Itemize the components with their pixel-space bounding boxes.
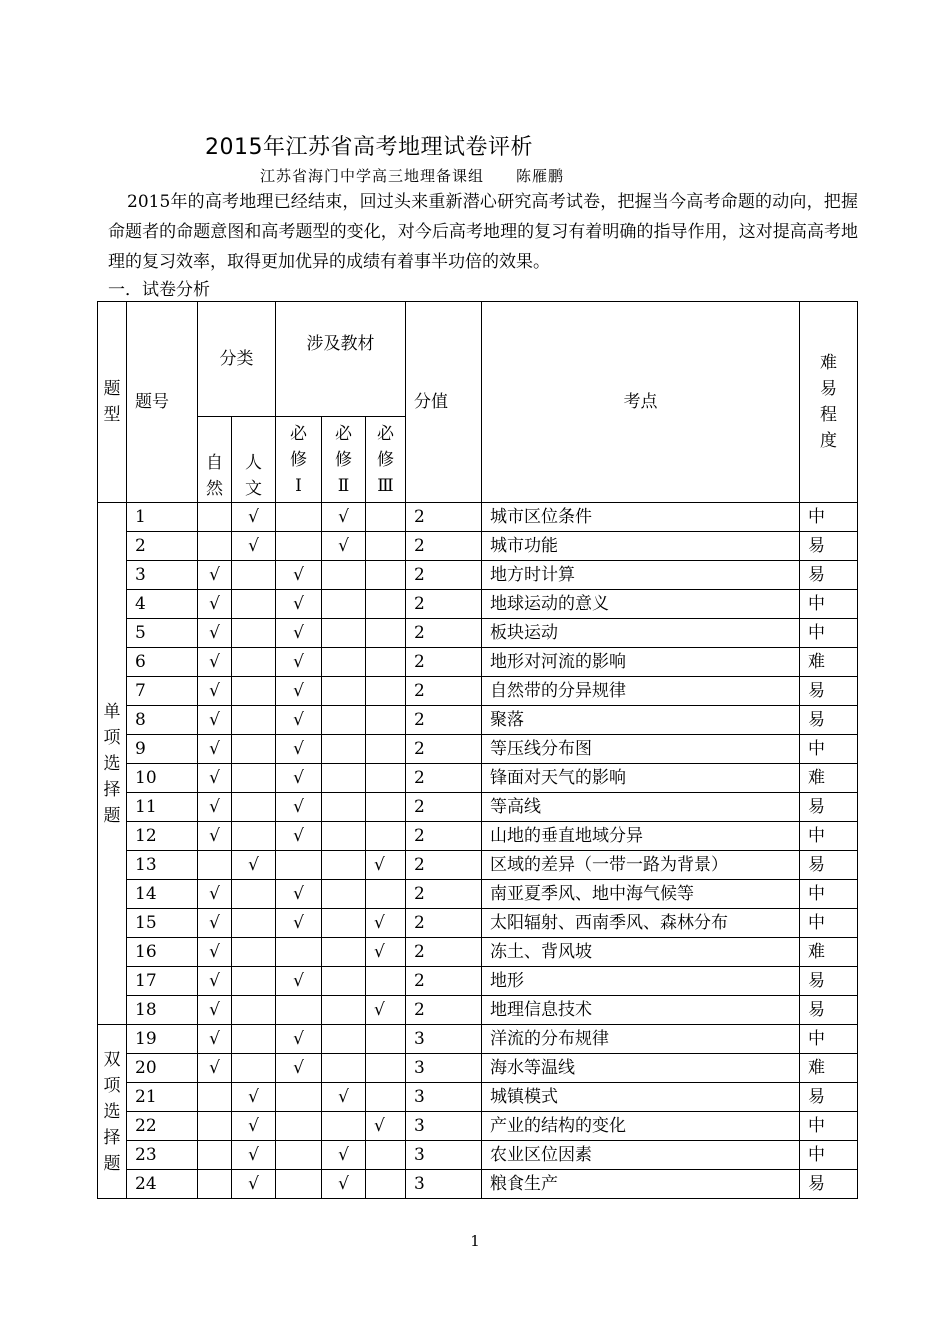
- cell-difficulty: 中: [800, 503, 858, 532]
- cell-topic: 粮食生产: [482, 1170, 800, 1199]
- cell-human: [232, 822, 276, 851]
- cell-book-2: [322, 735, 366, 764]
- header-type: [98, 302, 127, 503]
- header-book-2-label: 必 修 Ⅱ: [335, 423, 352, 496]
- cell-book-2: [322, 619, 366, 648]
- cell-book-1: √: [276, 648, 322, 677]
- cell-topic: 锋面对天气的影响: [482, 764, 800, 793]
- cell-score: 2: [406, 880, 482, 909]
- cell-difficulty: 易: [800, 677, 858, 706]
- table-row: [98, 793, 858, 822]
- cell-book-2: [322, 909, 366, 938]
- table-row: [98, 590, 858, 619]
- cell-human: [232, 648, 276, 677]
- table-row: [98, 822, 858, 851]
- cell-book-2: [322, 561, 366, 590]
- group-double-choice: [98, 1025, 127, 1199]
- cell-natural: [198, 532, 232, 561]
- cell-number: 19: [127, 1025, 198, 1054]
- cell-book-3: [366, 793, 406, 822]
- cell-difficulty: 易: [800, 532, 858, 561]
- cell-human: [232, 1054, 276, 1083]
- cell-number: 9: [127, 735, 198, 764]
- cell-number: 24: [127, 1170, 198, 1199]
- cell-natural: √: [198, 822, 232, 851]
- cell-book-1: √: [276, 561, 322, 590]
- group-label: 单 项 选 择 题: [103, 701, 121, 826]
- cell-book-1: √: [276, 735, 322, 764]
- document-subtitle: 江苏省海门中学高三地理备课组 陈雁鹏: [260, 167, 565, 185]
- cell-book-1: [276, 1083, 322, 1112]
- cell-book-3: √: [366, 851, 406, 880]
- header-difficulty: [800, 302, 858, 503]
- cell-book-1: [276, 1170, 322, 1199]
- cell-human: [232, 590, 276, 619]
- intro-paragraph: 2015年的高考地理已经结束，回过头来重新潜心研究高考试卷，把握当今高考命题的动向，把握命题者的命题意图和高考题型的变化，对今后高考地理的复习有着明确的指导作用，这对提高高考地理的复习效率，取得更加优异的成绩有着事半功倍的效果。: [108, 192, 858, 272]
- cell-score: 2: [406, 967, 482, 996]
- header-human: [232, 417, 276, 503]
- cell-book-1: [276, 1141, 322, 1170]
- cell-difficulty: 易: [800, 1170, 858, 1199]
- cell-book-3: [366, 1141, 406, 1170]
- cell-book-2: [322, 880, 366, 909]
- cell-topic: 洋流的分布规律: [482, 1025, 800, 1054]
- cell-natural: √: [198, 938, 232, 967]
- cell-number: 5: [127, 619, 198, 648]
- cell-natural: √: [198, 1025, 232, 1054]
- cell-score: 2: [406, 793, 482, 822]
- cell-natural: √: [198, 996, 232, 1025]
- cell-book-1: √: [276, 619, 322, 648]
- cell-score: 3: [406, 1170, 482, 1199]
- cell-score: 2: [406, 706, 482, 735]
- cell-book-3: √: [366, 996, 406, 1025]
- header-book-1: [276, 417, 322, 503]
- cell-book-2: [322, 1025, 366, 1054]
- cell-topic: 区域的差异（一带一路为背景）: [482, 851, 800, 880]
- cell-human: [232, 764, 276, 793]
- cell-natural: √: [198, 561, 232, 590]
- cell-difficulty: 中: [800, 1141, 858, 1170]
- cell-number: 10: [127, 764, 198, 793]
- page-number: 1: [470, 1232, 480, 1250]
- cell-natural: √: [198, 909, 232, 938]
- cell-topic: 山地的垂直地域分异: [482, 822, 800, 851]
- cell-natural: √: [198, 880, 232, 909]
- cell-book-2: [322, 764, 366, 793]
- cell-number: 6: [127, 648, 198, 677]
- cell-score: 3: [406, 1025, 482, 1054]
- cell-book-1: √: [276, 1054, 322, 1083]
- cell-score: 2: [406, 648, 482, 677]
- cell-score: 2: [406, 764, 482, 793]
- cell-number: 14: [127, 880, 198, 909]
- cell-book-3: [366, 532, 406, 561]
- cell-natural: √: [198, 967, 232, 996]
- header-natural: [198, 417, 232, 503]
- cell-book-2: [322, 706, 366, 735]
- cell-score: 2: [406, 822, 482, 851]
- cell-book-1: [276, 938, 322, 967]
- cell-difficulty: 中: [800, 1112, 858, 1141]
- cell-book-1: √: [276, 764, 322, 793]
- cell-difficulty: 中: [800, 880, 858, 909]
- cell-book-2: √: [322, 1170, 366, 1199]
- cell-book-2: √: [322, 1141, 366, 1170]
- cell-human: √: [232, 1141, 276, 1170]
- cell-book-1: √: [276, 880, 322, 909]
- cell-book-2: [322, 938, 366, 967]
- cell-difficulty: 中: [800, 822, 858, 851]
- cell-number: 11: [127, 793, 198, 822]
- cell-book-3: [366, 619, 406, 648]
- cell-book-3: [366, 822, 406, 851]
- header-human-label: 人 文: [245, 453, 262, 499]
- table-row: [98, 648, 858, 677]
- cell-topic: 地理信息技术: [482, 996, 800, 1025]
- cell-natural: √: [198, 590, 232, 619]
- cell-book-2: √: [322, 532, 366, 561]
- cell-topic: 农业区位因素: [482, 1141, 800, 1170]
- cell-topic: 板块运动: [482, 619, 800, 648]
- group-single-choice: [98, 503, 127, 1025]
- cell-book-3: [366, 590, 406, 619]
- cell-difficulty: 难: [800, 764, 858, 793]
- cell-book-3: √: [366, 938, 406, 967]
- table-row: [98, 503, 858, 532]
- cell-human: √: [232, 532, 276, 561]
- cell-number: 18: [127, 996, 198, 1025]
- cell-difficulty: 中: [800, 735, 858, 764]
- table-row: [98, 938, 858, 967]
- cell-topic: 地球运动的意义: [482, 590, 800, 619]
- header-number: 题号: [127, 302, 198, 503]
- cell-human: √: [232, 1112, 276, 1141]
- header-book-2: [322, 417, 366, 503]
- cell-book-2: [322, 590, 366, 619]
- cell-human: [232, 619, 276, 648]
- cell-topic: 产业的结构的变化: [482, 1112, 800, 1141]
- cell-natural: [198, 851, 232, 880]
- cell-book-3: [366, 1025, 406, 1054]
- header-book-1-label: 必 修 Ⅰ: [290, 423, 307, 496]
- table-row: [98, 851, 858, 880]
- cell-book-3: [366, 706, 406, 735]
- cell-book-2: [322, 822, 366, 851]
- section-heading: 一．试卷分析: [108, 280, 210, 300]
- cell-book-2: [322, 1112, 366, 1141]
- cell-score: 2: [406, 909, 482, 938]
- cell-book-1: [276, 532, 322, 561]
- cell-topic: 城市区位条件: [482, 503, 800, 532]
- cell-book-3: [366, 735, 406, 764]
- cell-number: 16: [127, 938, 198, 967]
- cell-book-1: √: [276, 677, 322, 706]
- cell-number: 13: [127, 851, 198, 880]
- cell-topic: 海水等温线: [482, 1054, 800, 1083]
- cell-score: 3: [406, 1112, 482, 1141]
- cell-score: 2: [406, 590, 482, 619]
- table-row: [98, 1170, 858, 1199]
- table-row: [98, 996, 858, 1025]
- table-row: [98, 735, 858, 764]
- cell-book-1: [276, 1112, 322, 1141]
- cell-natural: √: [198, 793, 232, 822]
- cell-human: [232, 1025, 276, 1054]
- cell-book-1: √: [276, 590, 322, 619]
- cell-natural: [198, 503, 232, 532]
- cell-score: 3: [406, 1083, 482, 1112]
- cell-natural: [198, 1112, 232, 1141]
- cell-book-1: √: [276, 967, 322, 996]
- cell-book-1: √: [276, 1025, 322, 1054]
- cell-number: 20: [127, 1054, 198, 1083]
- header-book-3: [366, 417, 406, 503]
- cell-topic: 太阳辐射、西南季风、森林分布: [482, 909, 800, 938]
- cell-difficulty: 中: [800, 590, 858, 619]
- cell-score: 2: [406, 735, 482, 764]
- cell-natural: √: [198, 1054, 232, 1083]
- cell-score: 3: [406, 1054, 482, 1083]
- cell-score: 2: [406, 677, 482, 706]
- cell-book-3: [366, 764, 406, 793]
- cell-book-3: √: [366, 1112, 406, 1141]
- cell-human: √: [232, 851, 276, 880]
- cell-book-2: √: [322, 503, 366, 532]
- table-row: [98, 706, 858, 735]
- cell-topic: 城市功能: [482, 532, 800, 561]
- cell-topic: 地方时计算: [482, 561, 800, 590]
- table-row: [98, 619, 858, 648]
- cell-number: 17: [127, 967, 198, 996]
- cell-human: [232, 996, 276, 1025]
- table-row: [98, 967, 858, 996]
- cell-book-1: √: [276, 706, 322, 735]
- cell-book-1: √: [276, 909, 322, 938]
- header-difficulty-label: 难 易 程 度: [820, 353, 837, 451]
- cell-number: 7: [127, 677, 198, 706]
- cell-natural: √: [198, 706, 232, 735]
- cell-difficulty: 易: [800, 851, 858, 880]
- cell-natural: [198, 1083, 232, 1112]
- header-book-3-label: 必 修 Ⅲ: [377, 423, 394, 496]
- cell-difficulty: 易: [800, 967, 858, 996]
- cell-book-3: [366, 880, 406, 909]
- cell-score: 2: [406, 619, 482, 648]
- table-row: [98, 677, 858, 706]
- header-type-label: 题 型: [103, 379, 121, 425]
- cell-difficulty: 难: [800, 938, 858, 967]
- cell-human: [232, 938, 276, 967]
- cell-difficulty: 难: [800, 648, 858, 677]
- cell-topic: 地形: [482, 967, 800, 996]
- cell-score: 2: [406, 561, 482, 590]
- cell-human: [232, 561, 276, 590]
- header-score: 分值: [406, 302, 482, 503]
- cell-book-2: [322, 793, 366, 822]
- header-topic: 考点: [482, 302, 800, 503]
- cell-book-2: [322, 967, 366, 996]
- cell-book-1: [276, 851, 322, 880]
- cell-difficulty: 易: [800, 706, 858, 735]
- cell-human: √: [232, 503, 276, 532]
- cell-topic: 等高线: [482, 793, 800, 822]
- cell-human: √: [232, 1083, 276, 1112]
- cell-natural: √: [198, 735, 232, 764]
- cell-score: 2: [406, 532, 482, 561]
- cell-topic: 聚落: [482, 706, 800, 735]
- table-row: [98, 1054, 858, 1083]
- cell-number: 12: [127, 822, 198, 851]
- cell-book-1: [276, 503, 322, 532]
- cell-score: 2: [406, 938, 482, 967]
- cell-difficulty: 易: [800, 1083, 858, 1112]
- cell-difficulty: 难: [800, 1054, 858, 1083]
- cell-book-2: [322, 1054, 366, 1083]
- table-row: [98, 764, 858, 793]
- cell-topic: 南亚夏季风、地中海气候等: [482, 880, 800, 909]
- header-textbook: 涉及教材: [276, 302, 406, 417]
- cell-book-2: [322, 648, 366, 677]
- table-row: [98, 880, 858, 909]
- cell-book-3: [366, 561, 406, 590]
- cell-number: 8: [127, 706, 198, 735]
- cell-human: √: [232, 1170, 276, 1199]
- table-row: [98, 1083, 858, 1112]
- cell-natural: √: [198, 648, 232, 677]
- cell-number: 22: [127, 1112, 198, 1141]
- cell-topic: 地形对河流的影响: [482, 648, 800, 677]
- cell-human: [232, 706, 276, 735]
- cell-score: 3: [406, 1141, 482, 1170]
- cell-natural: √: [198, 619, 232, 648]
- cell-difficulty: 易: [800, 561, 858, 590]
- cell-book-1: √: [276, 822, 322, 851]
- cell-book-3: [366, 677, 406, 706]
- cell-book-2: [322, 851, 366, 880]
- cell-number: 3: [127, 561, 198, 590]
- cell-number: 4: [127, 590, 198, 619]
- cell-natural: [198, 1141, 232, 1170]
- cell-number: 23: [127, 1141, 198, 1170]
- header-category: 分类: [198, 302, 276, 417]
- group-label: 双 项 选 择 题: [103, 1049, 121, 1174]
- cell-difficulty: 中: [800, 909, 858, 938]
- cell-book-1: [276, 996, 322, 1025]
- table-row: [98, 1112, 858, 1141]
- cell-score: 2: [406, 996, 482, 1025]
- document-title: 2015年江苏省高考地理试卷评析: [205, 135, 533, 160]
- cell-difficulty: 易: [800, 996, 858, 1025]
- cell-score: 2: [406, 851, 482, 880]
- cell-topic: 冻土、背风坡: [482, 938, 800, 967]
- cell-human: [232, 677, 276, 706]
- cell-book-2: √: [322, 1083, 366, 1112]
- cell-human: [232, 880, 276, 909]
- exam-analysis-table: [97, 301, 858, 1199]
- cell-book-3: √: [366, 909, 406, 938]
- cell-natural: √: [198, 677, 232, 706]
- table-row: [98, 909, 858, 938]
- table-row: [98, 1141, 858, 1170]
- cell-topic: 城镇模式: [482, 1083, 800, 1112]
- cell-book-3: [366, 1170, 406, 1199]
- cell-number: 1: [127, 503, 198, 532]
- table-row: [98, 532, 858, 561]
- table-row: [98, 561, 858, 590]
- cell-book-3: [366, 503, 406, 532]
- cell-number: 21: [127, 1083, 198, 1112]
- cell-human: [232, 967, 276, 996]
- cell-score: 2: [406, 503, 482, 532]
- cell-natural: [198, 1170, 232, 1199]
- cell-book-3: [366, 1054, 406, 1083]
- header-natural-label: 自 然: [206, 453, 223, 499]
- cell-human: [232, 793, 276, 822]
- cell-topic: 自然带的分异规律: [482, 677, 800, 706]
- cell-number: 15: [127, 909, 198, 938]
- cell-difficulty: 易: [800, 793, 858, 822]
- cell-difficulty: 中: [800, 619, 858, 648]
- cell-natural: √: [198, 764, 232, 793]
- cell-book-1: √: [276, 793, 322, 822]
- cell-book-3: [366, 1083, 406, 1112]
- cell-book-3: [366, 648, 406, 677]
- cell-human: [232, 909, 276, 938]
- table-row: [98, 1025, 858, 1054]
- cell-difficulty: 中: [800, 1025, 858, 1054]
- cell-book-3: [366, 967, 406, 996]
- cell-book-2: [322, 996, 366, 1025]
- cell-human: [232, 735, 276, 764]
- cell-number: 2: [127, 532, 198, 561]
- cell-topic: 等压线分布图: [482, 735, 800, 764]
- cell-book-2: [322, 677, 366, 706]
